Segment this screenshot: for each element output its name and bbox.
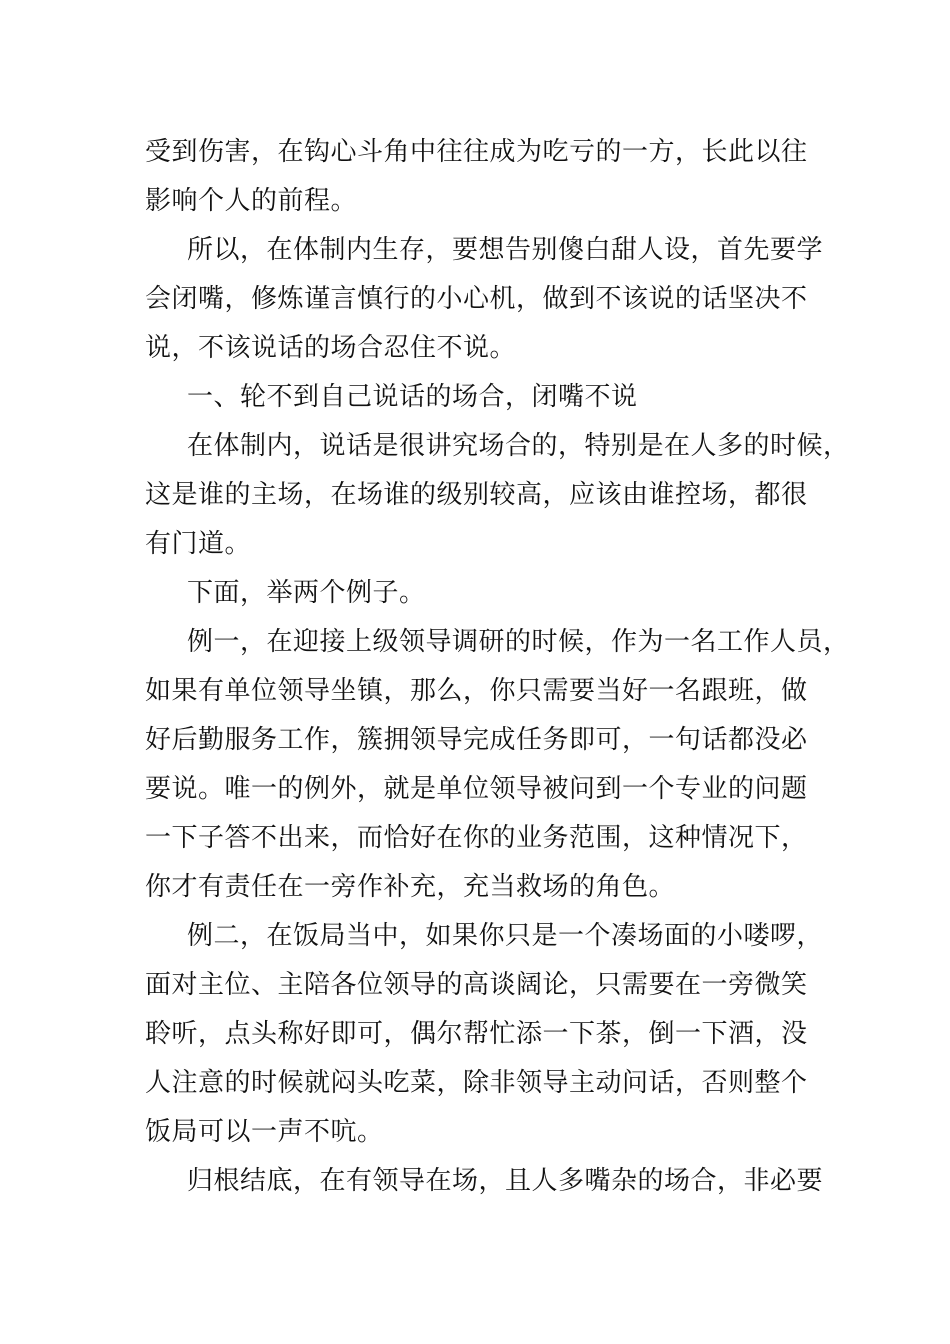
text-line: 好后勤服务工作，簇拥领导完成任务即可，一句话都没必 [145,725,808,755]
text-line: 聆听，点头称好即可，偶尔帮忙添一下茶，倒一下酒，没 [145,1019,808,1049]
text-line: 影响个人的前程。 [145,186,358,216]
text-line: 下面，举两个例子。 [187,578,426,608]
text-line: 在体制内，说话是很讲究场合的，特别是在人多的时候， [187,431,850,461]
text-line: 受到伤害，在钩心斗角中往往成为吃亏的一方，长此以往 [145,137,808,167]
text-line: 人注意的时候就闷头吃菜，除非领导主动问话，否则整个 [145,1068,808,1098]
text-line: 所以，在体制内生存，要想告别傻白甜人设，首先要学 [187,235,824,265]
text-line: 一下子答不出来，而恰好在你的业务范围，这种情况下， [145,823,808,853]
text-line: 面对主位、主陪各位领导的高谈阔论，只需要在一旁微笑 [145,970,808,1000]
document-body [145,128,850,1206]
text-line: 说，不该说话的场合忍住不说。 [145,333,517,363]
text-line: 饭局可以一声不吭。 [145,1117,384,1147]
text-line: 例二，在饭局当中，如果你只是一个凑场面的小喽啰， [187,921,824,951]
text-line: 这是谁的主场，在场谁的级别较高，应该由谁控场，都很 [145,480,808,510]
text-line: 你才有责任在一旁作补充，充当救场的角色。 [145,872,676,902]
text-line: 有门道。 [145,529,252,559]
text-line: 例一，在迎接上级领导调研的时候，作为一名工作人员， [187,627,850,657]
text-line: 如果有单位领导坐镇，那么，你只需要当好一名跟班，做 [145,676,808,706]
text-line: 会闭嘴，修炼谨言慎行的小心机，做到不该说的话坚决不 [145,284,808,314]
text-line: 要说。唯一的例外，就是单位领导被问到一个专业的问题 [145,774,808,804]
text-line: 归根结底，在有领导在场，且人多嘴杂的场合，非必要 [187,1166,824,1196]
text-line: 一、轮不到自己说话的场合，闭嘴不说 [187,382,638,412]
